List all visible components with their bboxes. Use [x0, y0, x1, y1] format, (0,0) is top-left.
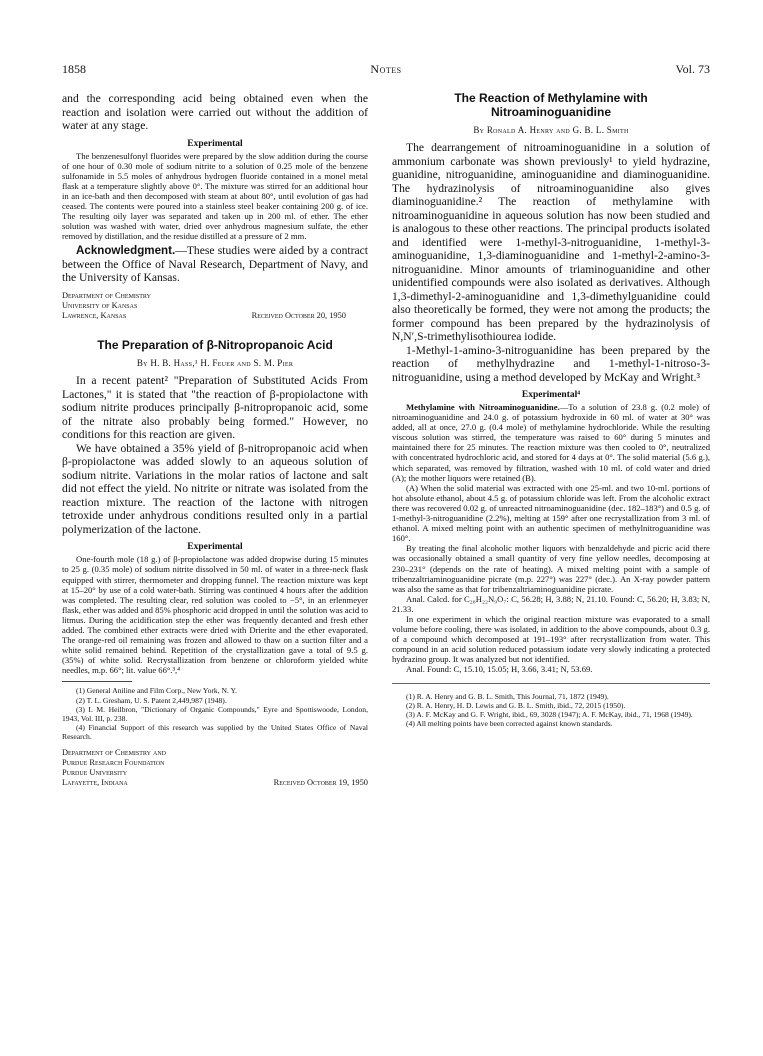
affiliation-city: Lafayette, Indiana	[62, 777, 128, 787]
affiliation-block	[62, 748, 368, 788]
body-paragraph: In a recent patent² "Preparation of Substituted Acids From Lactones," it is stated that "the reaction of β-propiolactone with sodium nitrite produces principally β-nitropropanoic acid, some of the nitrate also probably being formed." However, no conditions for this reaction are given.	[62, 374, 368, 442]
affiliation-block	[62, 291, 368, 321]
footnote: (2) R. A. Henry, H. D. Lewis and G. B. L. Smith, ibid., 72, 2015 (1950).	[406, 700, 626, 710]
experimental-lead: Methylamine with Nitroaminoguanidine.	[406, 402, 560, 412]
footnote: (4) All melting points have been corrected against known standards.	[406, 719, 613, 729]
page-number: 1858	[62, 62, 86, 76]
experimental-heading: Experimental⁴	[521, 390, 581, 400]
section-title: Notes	[370, 62, 402, 76]
footnote: (4) Financial Support of this research was supplied by the United States Office of Naval Research.	[62, 723, 368, 742]
analysis-line: Anal. Calcd. for C₂₈H₂₂N₉O₇: C, 56.28; H, 3.88; N, 21.10. Found: C, 56.20; H, 3.83; N, 21.33.	[392, 593, 710, 614]
affiliation-city: Lawrence, Kansas	[62, 310, 127, 320]
footnote: (1) General Aniline and Film Corp., New York, N. Y.	[76, 686, 237, 696]
footnote: (1) R. A. Henry and G. B. L. Smith, This Journal, 71, 1872 (1949).	[406, 691, 609, 701]
footnote: (3) A. F. McKay and G. F. Wright, ibid., 69, 3028 (1947); A. F. McKay, ibid., 71, 1968 (1949).	[406, 709, 693, 719]
experimental-text: By treating the final alcoholic mother liquors with benzaldehyde and picric acid there was occasionally obtained a small quantity of very fine yellow needles, decomposing at 230–231° (depends on the rate of heating). A mixed melting point with a sample of tribenzaltriaminoguanidine picrate (m.p. 227°) was 227° (dec.). An X-ray powder pattern was also the same as that for tribenzaltriaminoguanidine picrate.	[392, 543, 710, 594]
analysis-line: Anal. Found: C, 15.10, 15.05; H, 3.66, 3.41; N, 53.69.	[406, 664, 593, 675]
experimental-text: One-fourth mole (18 g.) of β-propiolactone was added dropwise during 15 minutes to 25 g. (0.35 mole) of sodium nitrite dissolved in 50 ml. of water in a three-neck flask equipped with stirrer, thermometer and dropping funnel. The reaction mixture was kept at 15–20° by use of a cold water-bath. Stirring was continued 4 hours after the addition was completed. The resulting clear, red solution was cooled to −5°, in an erlenmeyer flask, ether was added and 85% phosphoric acid dropped in until the solution was acid to litmus. During the acidification step the ether was frequently decanted and fresh ether added. The combined ether extracts were dried with Drierite and the ether evaporated. The orange-red oil remaining was frozen and allowed to thaw on a suction filter and a white solid remained behind. Repetition of the crystallization gave a total of 9.5 g. (35%) of white solid. Recrystallization from benzene or chloroform yielded white needles, m.p. 66°; lit. value 66°.³,⁴	[62, 554, 368, 676]
footnote-rule	[62, 681, 132, 682]
experimental-text: (A) When the solid material was extracted with one 25-ml. and two 10-ml. portions of hot absolute ethanol, about 4.5 g. of potassium chloride was left. From the alcoholic extract there was recovered 0.02 g. of unreacted nitroaminoguanidine (dec. 182–183°) and 0.5 g. of 1-methyl-3-nitroguanidine (2.2%), melting at 159° after one recrystallization from 3 ml. of ethanol. A mixed melting point with an authentic specimen of methylnitroguanidine was 160°.	[392, 482, 710, 544]
article-title: The Preparation of β-Nitropropanoic Acid	[97, 337, 333, 352]
body-paragraph: The dearrangement of nitroaminoguanidine in a solution of ammonium carbonate was shown previously¹ to yield hydrazine, guanidine, nitroguanidine, aminoguanidine and diaminoguanidine. The hydrazinolysis of nitroaminoguanidine also gives diaminoguanidine.² The reaction of methylamine with nitroaminoguanidine in aqueous solution has now been studied and is analogous to these other reactions. The principal products isolated and identified were 1-methyl-3-nitroguanidine, 1-methyl-3-aminoguanidine, 1,3-diaminoguanidine and 1-methyl-2-amino-3-nitroguanidine. Minor amounts of triaminoguanidine and other unidentified compounds were also isolated as derivatives. Although 1,3-dimethyl-2-aminoguanidine and 1,3-dimethylguanidine could also theoretically be formed, they were not among the products; the former compound has been prepared by the hydrazinolysis of N,N′,S-trimethylisothiourea iodide.	[392, 141, 710, 343]
acknowledgment-text: —These studies were aided by a contract between the Office of Naval Research, Department of Navy, and the University of Kansas.	[62, 244, 368, 285]
experimental-text: The benzenesulfonyl fluorides were prepared by the slow addition during the course of one hour of 0.30 mole of sodium nitrite to a solution of 0.25 mole of the benzene sulfonamide in 5.5 moles of anhydrous hydrogen fluoride contained in a monel metal flask at a temperature slightly above 0°. The mixture was stirred for an additional hour in an ice-bath and then decomposed with steam at about 80°, until evolution of gas had ceased. The contents were poured into a stainless steel beaker containing 200 g. of ice. The resulting oily layer was separated and taken up in 200 ml. of ether. The ether solution was washed with water, dried over anhydrous magnesium sulfate, the ether removed by distillation, and the residue distilled at a pressure of 2 mm.	[62, 150, 368, 242]
affiliation-line: University of Kansas	[62, 300, 138, 310]
experimental-text	[392, 402, 710, 483]
article-title: The Reaction of Methylamine with Nitroaminoguanidine	[454, 91, 648, 119]
received-date: Received October 19, 1950	[273, 777, 368, 787]
article-authors: By Ronald A. Henry and G. B. L. Smith	[473, 125, 629, 135]
footnote: (3) I. M. Heilbron, "Dictionary of Organic Compounds," Eyre and Spottiswoode, London, 1943, Vol. III, p. 238.	[62, 704, 368, 724]
intro-paragraph: and the corresponding acid being obtained even when the reaction and isolation were carried out without the addition of water at any stage.	[62, 92, 368, 132]
affiliation-line: Purdue Research Foundation	[62, 757, 165, 767]
article-authors: By H. B. Hass,¹ H. Feuer and S. M. Pier	[136, 358, 294, 369]
affiliation-line: Department of Chemistry and	[62, 747, 167, 757]
acknowledgment-paragraph	[62, 244, 368, 285]
right-column	[392, 92, 710, 728]
left-column	[62, 92, 368, 788]
footnote: (2) T. L. Gresham, U. S. Patent 2,449,987 (1948).	[76, 695, 227, 705]
experimental-heading: Experimental	[187, 138, 243, 149]
running-header	[62, 62, 710, 78]
received-date: Received October 20, 1950	[251, 310, 346, 320]
body-paragraph: 1-Methyl-1-amino-3-nitroguanidine has been prepared by the reaction of methylhydrazine and 1-methyl-1-nitroso-3-nitroguanidine, using a method developed by McKay and Wright.³	[392, 343, 710, 384]
experimental-heading: Experimental	[187, 542, 243, 553]
experimental-text-part: —To a solution of 23.8 g. (0.2 mole) of nitroaminoguanidine and 24.0 g. of potassium hydroxide in 60 ml. of water at 30° was added, all at once, 27.0 g. (0.4 mole) of methylamine hydrochloride. While the resulting viscous solution was stirred, the temperature was raised to 60° during 5 minutes and maintained there for 25 minutes. The reaction mixture was then cooled to 0°, neutralized with concentrated hydrochloric acid, and stored for 4 days at 0°. The solid material (5.6 g.), which separated, was removed by filtration, washed with 10 ml. of cold water and dried (A); the mother liquors were retained (B).	[392, 402, 710, 483]
footnote-rule	[392, 683, 710, 684]
volume-label: Vol. 73	[675, 62, 710, 76]
experimental-text: In one experiment in which the original reaction mixture was evaporated to a small volume before cooling, there was isolated, in addition to the above compounds, about 0.3 g. of a compound which decomposed at 191–193° after recrystallization from water. This compound in an acid solution reduced potassium iodate very slowly indicating a protected hydrazino group. It was analyzed but not identified.	[392, 613, 710, 665]
affiliation-line: Department of Chemistry	[62, 290, 151, 300]
acknowledgment-label: Acknowledgment.	[76, 244, 176, 258]
affiliation-line: Purdue University	[62, 767, 128, 777]
body-paragraph: We have obtained a 35% yield of β-nitropropanoic acid when β-propiolactone was added slowly to an aqueous solution of sodium nitrite. Variations in the molar ratios of lactone and salt did not effect the yield. No nitrite or nitrate was isolated from the reaction mixture. The reaction of the lactone with nitrogen tetroxide under anhydrous conditions resulted only in a partial polymerization of the lactone.	[62, 441, 368, 536]
